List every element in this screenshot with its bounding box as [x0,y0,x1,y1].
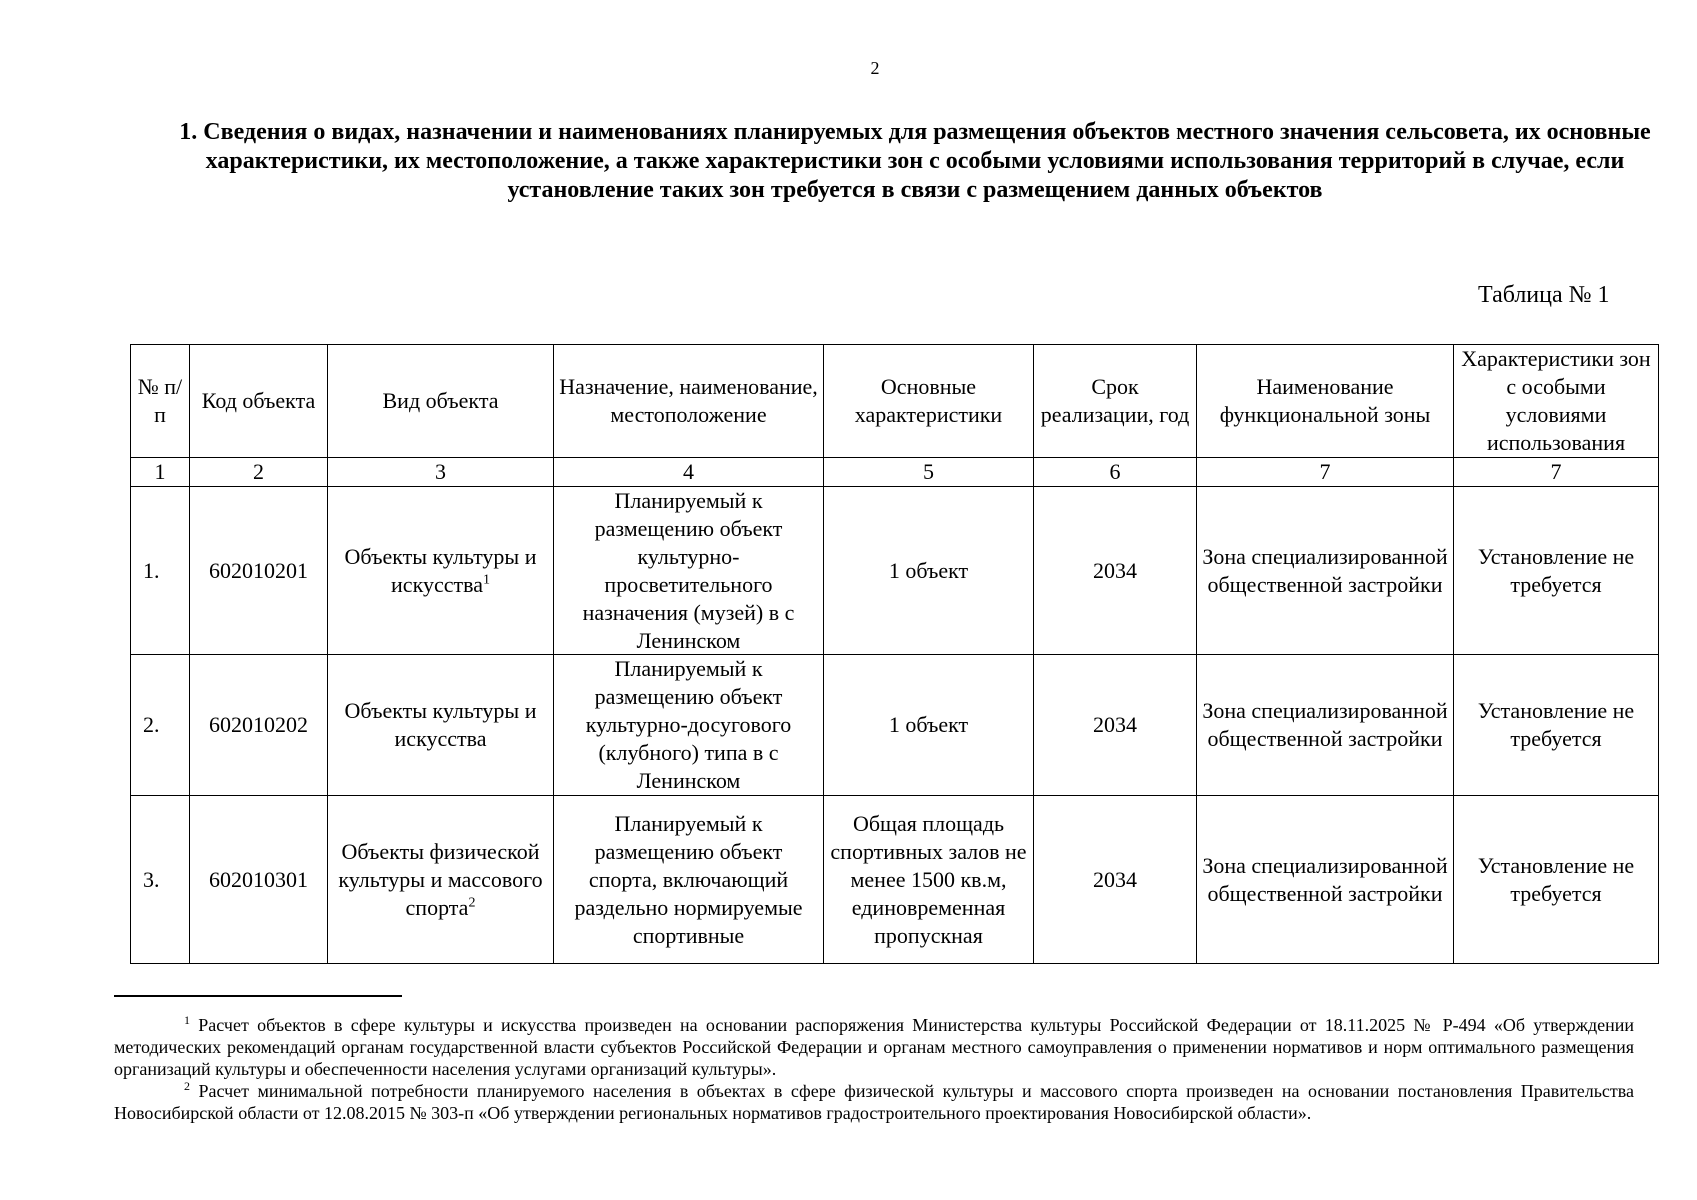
header-cell: Срок реализации, год [1034,345,1197,458]
special-zones: Установление не требуется [1454,655,1659,796]
footnote-mark: 1 [184,1013,190,1027]
footnotes [114,1014,1634,1124]
footnote-ref: 1 [482,572,490,588]
functional-zone: Зона специализированной общественной застройки [1197,655,1454,796]
table-caption: Таблица № 1 [1478,282,1610,308]
objects-table [130,344,1659,964]
object-characteristics: Общая площадь спортивных залов не менее 1500 кв.м, единовременная пропускная [824,796,1034,964]
column-number-row [131,458,1659,487]
footnote-mark: 2 [184,1079,190,1093]
column-number: 7 [1454,458,1659,487]
special-zones: Установление не требуется [1454,487,1659,655]
object-code: 602010201 [190,487,328,655]
section-heading: 1. Сведения о видах, назначении и наименованиях планируемых для размещения объектов местного значения сельсовета, их основные характеристики, их местоположение, а также характеристики зон с особыми условиями использования территорий в случае, если установление таких зон требуется в связи с размещением данных объектов [179,119,1651,203]
functional-zone: Зона специализированной общественной застройки [1197,487,1454,655]
table-row [131,655,1659,796]
row-number: 3. [131,796,190,964]
header-cell: Наименование функциональной зоны [1197,345,1454,458]
object-code: 602010202 [190,655,328,796]
page-number: 2 [870,58,880,78]
implementation-year: 2034 [1034,796,1197,964]
header-cell: Назначение, наименование, местоположение [554,345,824,458]
object-characteristics: 1 объект [824,487,1034,655]
header-cell: Основные характеристики [824,345,1034,458]
header-cell: Код объекта [190,345,328,458]
row-number: 2. [131,655,190,796]
column-number: 7 [1197,458,1454,487]
column-number: 5 [824,458,1034,487]
row-number: 1. [131,487,190,655]
header-cell: Характеристики зон с особыми условиями использования [1454,345,1659,458]
object-type: Объекты физической культуры и массового спорта$^2$ [328,796,554,964]
table-row [131,796,1659,964]
object-purpose: Планируемый к размещению объект культурно-просветительного назначения (музей) в с Ленинском [554,487,824,655]
footnote: $^1$ Расчет объектов в сфере культуры и искусства произведен на основании распоряжения Министерства культуры Российской Федерации от 18.11.2025 № Р-494 «Об утверждении методических рекомендаций органам государственной власти субъектов Российской Федерации и органам местного самоуправления о применении нормативов и норм оптимального размещения организаций культуры и обеспеченности населения услугами организаций культуры». [114,1013,1635,1079]
column-number: 6 [1034,458,1197,487]
implementation-year: 2034 [1034,655,1197,796]
object-type: Объекты культуры и искусства$^1$ [328,487,554,655]
footnote-ref: 2 [468,895,476,911]
column-number: 3 [328,458,554,487]
special-zones: Установление не требуется [1454,796,1659,964]
object-characteristics: 1 объект [824,655,1034,796]
header-cell: Вид объекта [328,345,554,458]
header-cell: № п/п [131,345,190,458]
footnote: $^2$ Расчет минимальной потребности планируемого населения в объектах в сфере физической культуры и массового спорта произведен на основании постановления Правительства Новосибирской области от 12.08.2015 № 303-п «Об утверждении региональных нормативов градостроительного проектирования Новосибирской области». [114,1079,1635,1123]
column-number: 1 [131,458,190,487]
object-purpose: Планируемый к размещению объект спорта, включающий раздельно нормируемые спортивные [554,796,824,964]
column-number: 2 [190,458,328,487]
object-type: Объекты культуры и искусства [328,655,554,796]
implementation-year: 2034 [1034,487,1197,655]
functional-zone: Зона специализированной общественной застройки [1197,796,1454,964]
column-number: 4 [554,458,824,487]
table-row [131,487,1659,655]
object-code: 602010301 [190,796,328,964]
table-header-row [131,345,1659,458]
object-purpose: Планируемый к размещению объект культурно-досугового (клубного) типа в с Ленинском [554,655,824,796]
footnote-separator [114,995,402,997]
